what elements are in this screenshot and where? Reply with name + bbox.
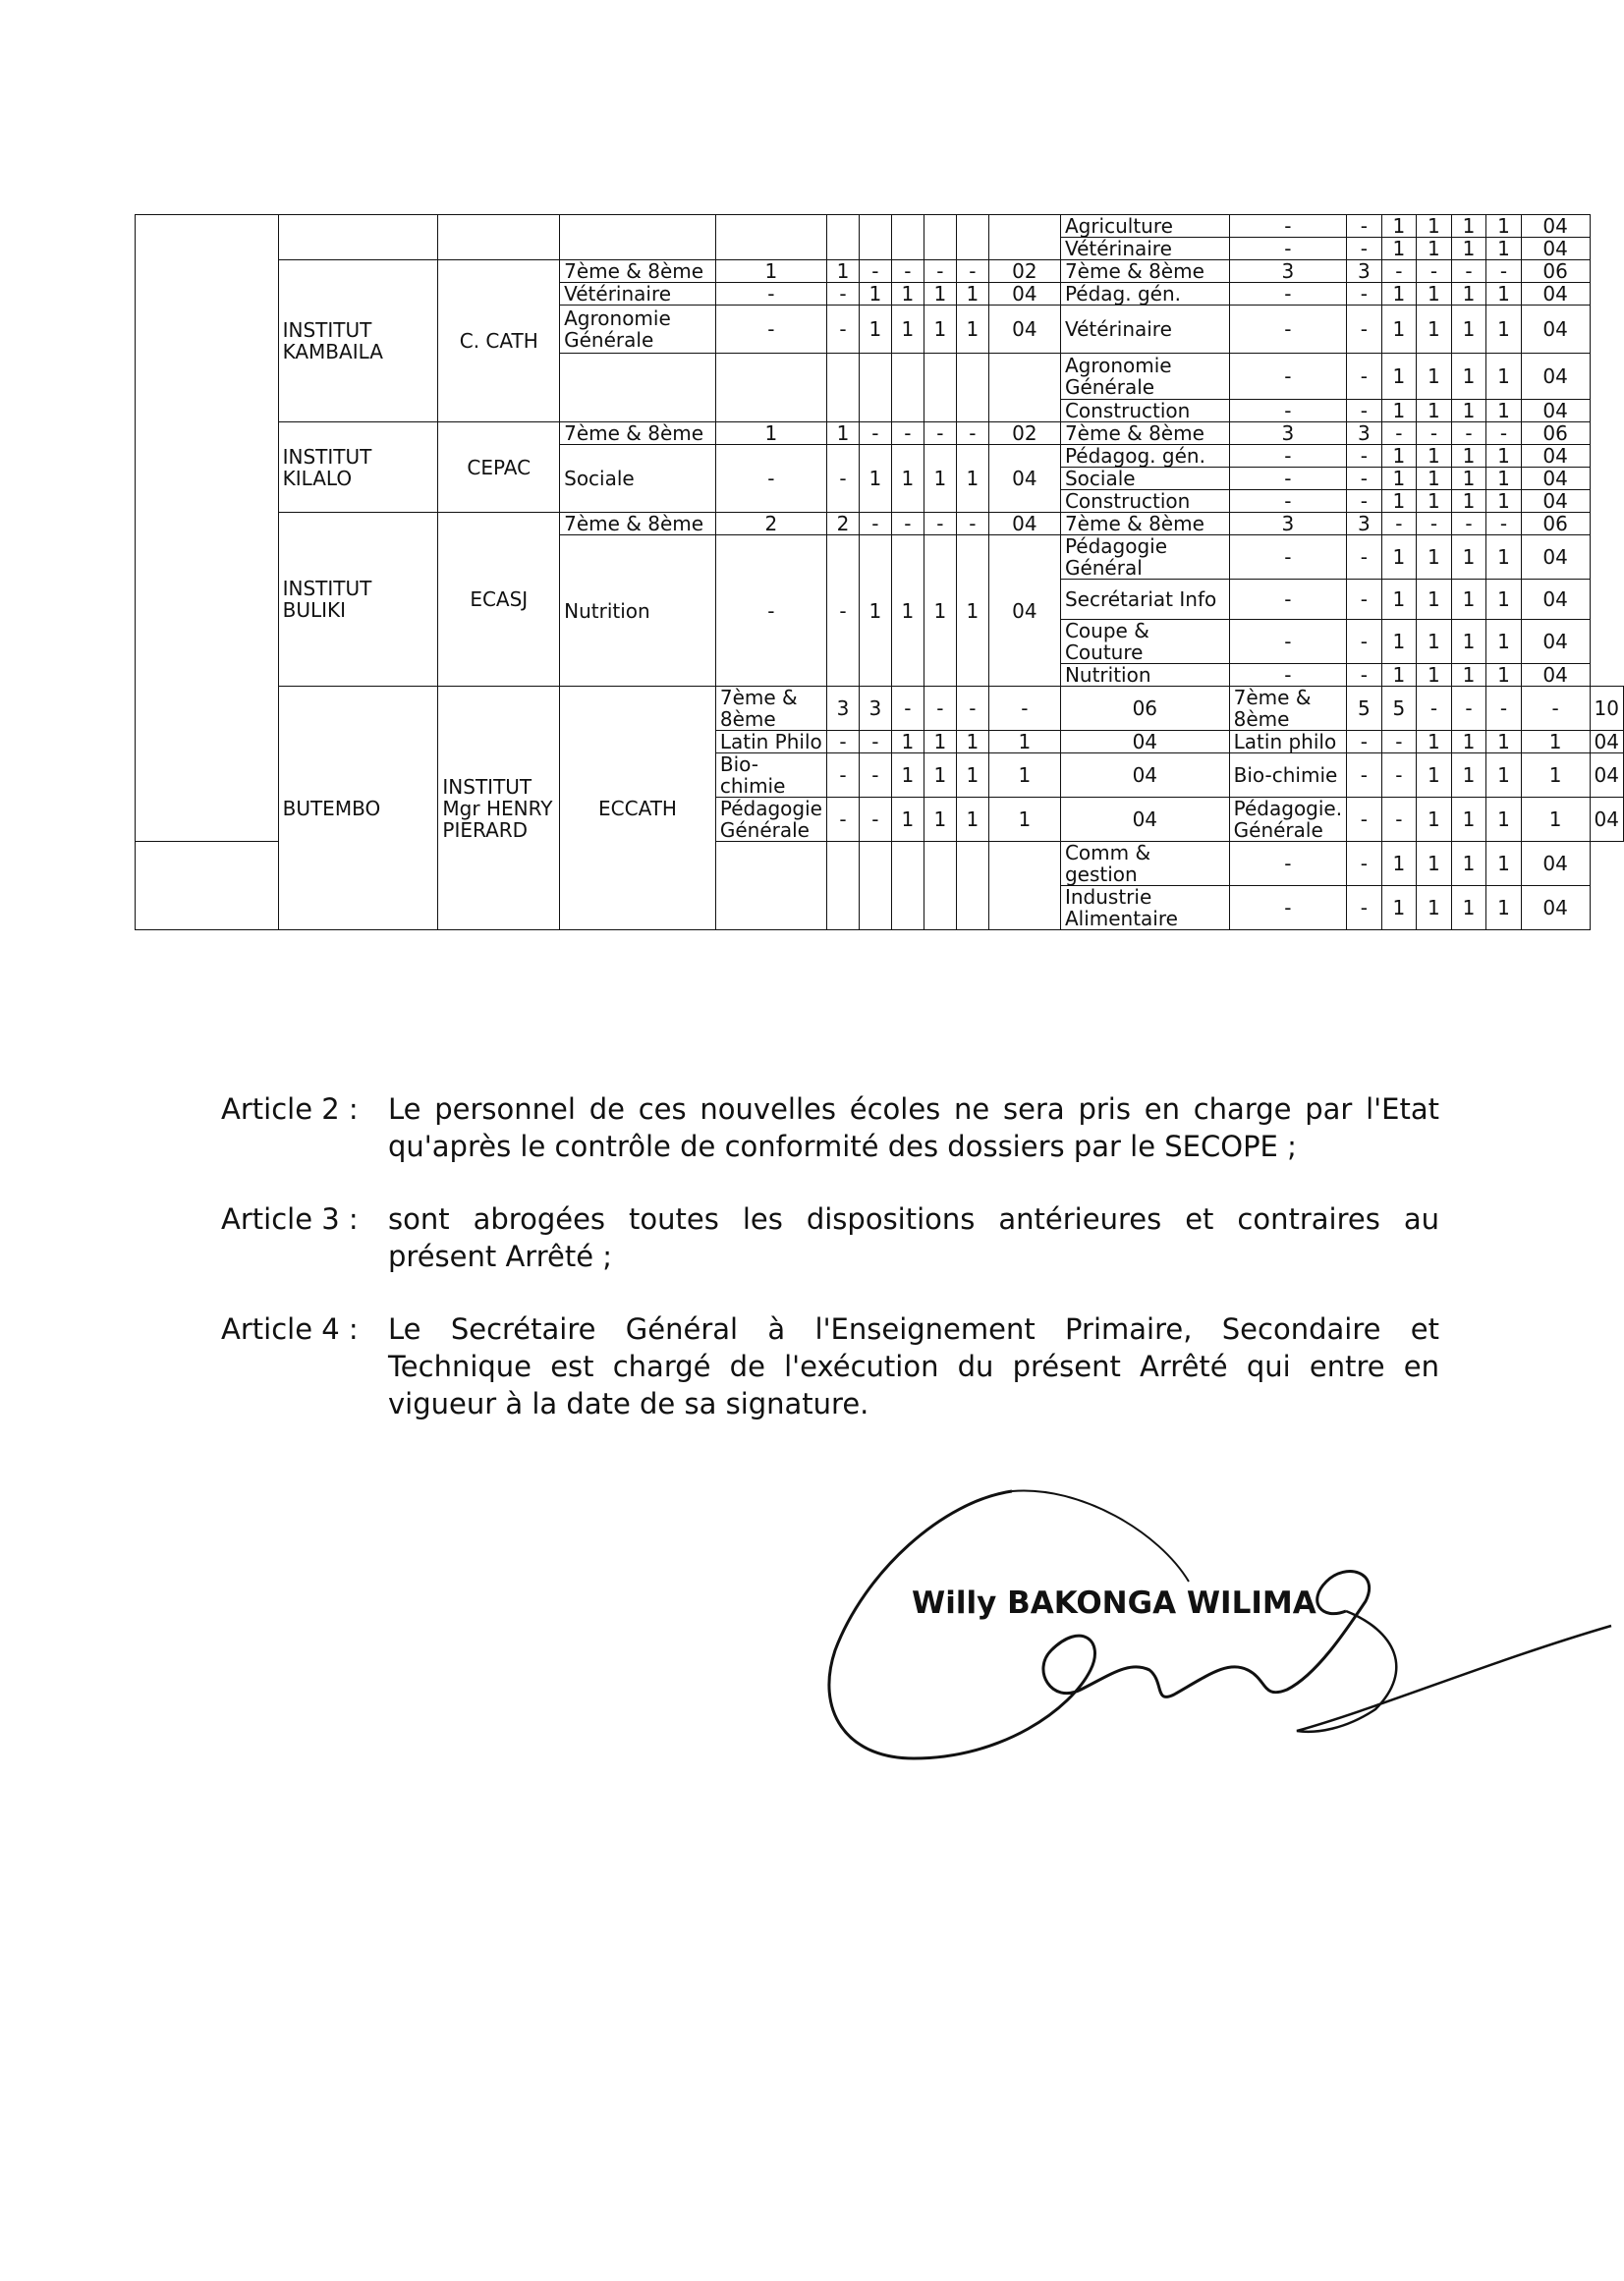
option-cell: Sociale bbox=[560, 445, 716, 513]
grade-count: 1 bbox=[1381, 306, 1417, 354]
grade-count: - bbox=[1347, 753, 1382, 798]
option-cell: Bio-chimie bbox=[715, 753, 826, 798]
total-cell: 06 bbox=[1060, 687, 1229, 731]
grade-count: 1 bbox=[1486, 354, 1522, 400]
grade-count: 1 bbox=[1417, 400, 1452, 422]
grade-count: - bbox=[1451, 687, 1486, 731]
grade-count: - bbox=[715, 283, 826, 306]
total-cell: 04 bbox=[1521, 238, 1590, 260]
grade-count: 1 bbox=[1417, 535, 1452, 580]
grade-count: - bbox=[1229, 238, 1346, 260]
grade-count: - bbox=[826, 753, 859, 798]
grade-count: - bbox=[1486, 422, 1522, 445]
grade-count: - bbox=[1229, 842, 1346, 886]
grade-count: - bbox=[1381, 753, 1417, 798]
option-cell: Construction bbox=[1060, 490, 1229, 513]
grade-count: - bbox=[1347, 306, 1382, 354]
grade-count: 1 bbox=[1381, 283, 1417, 306]
option-cell: Latin Philo bbox=[715, 731, 826, 753]
grade-count: - bbox=[1347, 842, 1382, 886]
option-cell: Pédagog. gén. bbox=[1060, 445, 1229, 468]
grade-count: 1 bbox=[1417, 238, 1452, 260]
grade-count: - bbox=[1229, 620, 1346, 664]
grade-count: - bbox=[826, 798, 859, 842]
grade-count: - bbox=[956, 513, 988, 535]
grade-count: 1 bbox=[1486, 886, 1522, 930]
grade-count: - bbox=[1486, 513, 1522, 535]
grade-count: - bbox=[859, 731, 891, 753]
option-cell: Nutrition bbox=[1060, 664, 1229, 687]
grade-count: - bbox=[826, 731, 859, 753]
grade-count: - bbox=[1347, 798, 1382, 842]
grade-count: - bbox=[1347, 620, 1382, 664]
grade-count: 1 bbox=[826, 260, 859, 283]
total-cell: 04 bbox=[1060, 798, 1229, 842]
grade-count: - bbox=[924, 260, 956, 283]
grade-count: - bbox=[859, 798, 891, 842]
grade-count: 1 bbox=[1381, 490, 1417, 513]
grade-count: - bbox=[1451, 422, 1486, 445]
grade-count: - bbox=[1347, 664, 1382, 687]
grade-count: 1 bbox=[924, 445, 956, 513]
grade-count: - bbox=[1381, 513, 1417, 535]
grade-count: - bbox=[891, 687, 924, 731]
grade-count: 1 bbox=[1451, 535, 1486, 580]
grade-count: 1 bbox=[1451, 445, 1486, 468]
total-cell: 04 bbox=[1521, 842, 1590, 886]
grade-count: - bbox=[859, 513, 891, 535]
grade-count: 1 bbox=[988, 731, 1060, 753]
total-cell: 04 bbox=[988, 445, 1060, 513]
option-cell: Latin philo bbox=[1229, 731, 1346, 753]
grade-count: 1 bbox=[1381, 580, 1417, 620]
option-cell: 7ème & 8ème bbox=[1060, 513, 1229, 535]
grade-count: - bbox=[1521, 687, 1590, 731]
grade-count: 1 bbox=[891, 535, 924, 687]
grade-count: - bbox=[956, 422, 988, 445]
network-name: CEPAC bbox=[438, 422, 560, 513]
grade-count: - bbox=[1347, 886, 1382, 930]
grade-count: - bbox=[924, 513, 956, 535]
grade-count: 1 bbox=[1381, 400, 1417, 422]
total-cell: 02 bbox=[988, 422, 1060, 445]
grade-count: 1 bbox=[1451, 580, 1486, 620]
option-cell: Agronomie Générale bbox=[1060, 354, 1229, 400]
grade-count: - bbox=[1229, 468, 1346, 490]
total-cell: 04 bbox=[1060, 731, 1229, 753]
grade-count: 1 bbox=[1451, 400, 1486, 422]
grade-count: - bbox=[1417, 513, 1452, 535]
city-name: BUTEMBO bbox=[278, 687, 438, 930]
grade-count: 1 bbox=[924, 283, 956, 306]
grade-count: 1 bbox=[1451, 620, 1486, 664]
grade-count: 1 bbox=[1417, 215, 1452, 238]
grade-count: 1 bbox=[891, 283, 924, 306]
grade-count: 1 bbox=[1451, 731, 1486, 753]
school-name: INSTITUT Mgr HENRY PIERARD bbox=[438, 687, 560, 930]
grade-count: 1 bbox=[1451, 306, 1486, 354]
grade-count: - bbox=[1417, 422, 1452, 445]
grade-count: - bbox=[1229, 580, 1346, 620]
grade-count: 1 bbox=[715, 260, 826, 283]
grade-count: 1 bbox=[924, 306, 956, 354]
grade-count: - bbox=[1229, 400, 1346, 422]
total-cell: 04 bbox=[1521, 490, 1590, 513]
option-cell: Pédag. gén. bbox=[1060, 283, 1229, 306]
grade-count: - bbox=[1347, 445, 1382, 468]
grade-count: - bbox=[859, 260, 891, 283]
grade-count: - bbox=[826, 283, 859, 306]
grade-count: 1 bbox=[1486, 664, 1522, 687]
grade-count: 3 bbox=[1347, 422, 1382, 445]
grade-count: 1 bbox=[826, 422, 859, 445]
total-cell: 10 bbox=[1590, 687, 1623, 731]
grade-count: 1 bbox=[891, 306, 924, 354]
grade-count: 5 bbox=[1381, 687, 1417, 731]
total-cell: 04 bbox=[1590, 753, 1623, 798]
signatory-name: Willy BAKONGA WILIMA bbox=[912, 1586, 1316, 1621]
grade-count: 1 bbox=[859, 306, 891, 354]
option-cell: 7ème & 8ème bbox=[1060, 260, 1229, 283]
grade-count: 1 bbox=[1521, 798, 1590, 842]
school-name: INSTITUT KAMBAILA bbox=[278, 260, 438, 422]
total-cell: 04 bbox=[1521, 215, 1590, 238]
grade-count: - bbox=[924, 687, 956, 731]
grade-count: - bbox=[1347, 215, 1382, 238]
grade-count: 1 bbox=[1417, 886, 1452, 930]
grade-count: 1 bbox=[956, 445, 988, 513]
grade-count: 1 bbox=[1417, 445, 1452, 468]
grade-count: 1 bbox=[1417, 620, 1452, 664]
grade-count: - bbox=[1229, 445, 1346, 468]
grade-count: 1 bbox=[1417, 354, 1452, 400]
total-cell: 06 bbox=[1521, 260, 1590, 283]
grade-count: 1 bbox=[1417, 283, 1452, 306]
grade-count: - bbox=[1347, 400, 1382, 422]
total-cell: 04 bbox=[1521, 580, 1590, 620]
total-cell: 02 bbox=[988, 260, 1060, 283]
grade-count: 1 bbox=[1381, 215, 1417, 238]
grade-count: 1 bbox=[956, 798, 988, 842]
option-cell: Agriculture bbox=[1060, 215, 1229, 238]
grade-count: 1 bbox=[1521, 731, 1590, 753]
grade-count: 1 bbox=[1451, 753, 1486, 798]
grade-count: 1 bbox=[1486, 306, 1522, 354]
grade-count: - bbox=[891, 422, 924, 445]
total-cell: 06 bbox=[1521, 513, 1590, 535]
grade-count: 1 bbox=[924, 798, 956, 842]
grade-count: - bbox=[1229, 664, 1346, 687]
grade-count: 1 bbox=[1381, 445, 1417, 468]
article-text: Le Secrétaire Général à l'Enseignement Primaire, Secondaire et Technique est chargé de l'exécution du présent Arrêté qui entre en vigueur à la date de sa signature. bbox=[388, 1312, 1439, 1420]
grade-count: 1 bbox=[1486, 580, 1522, 620]
grade-count: 1 bbox=[1451, 468, 1486, 490]
total-cell: 04 bbox=[988, 306, 1060, 354]
option-cell: Construction bbox=[1060, 400, 1229, 422]
grade-count: 1 bbox=[1451, 354, 1486, 400]
total-cell: 04 bbox=[1590, 731, 1623, 753]
option-cell: Pédagogie Général bbox=[1060, 535, 1229, 580]
grade-count: 1 bbox=[1486, 445, 1522, 468]
option-cell: 7ème & 8ème bbox=[560, 260, 716, 283]
total-cell: 04 bbox=[1521, 535, 1590, 580]
grade-count: 1 bbox=[1417, 306, 1452, 354]
option-cell: Pédagogie. Générale bbox=[1229, 798, 1346, 842]
total-cell: 04 bbox=[1521, 306, 1590, 354]
grade-count: 1 bbox=[924, 535, 956, 687]
grade-count: 1 bbox=[715, 422, 826, 445]
grade-count: - bbox=[1229, 306, 1346, 354]
grade-count: 1 bbox=[891, 731, 924, 753]
grade-count: 1 bbox=[1486, 238, 1522, 260]
total-cell: 04 bbox=[1521, 886, 1590, 930]
option-cell: Nutrition bbox=[560, 535, 716, 687]
grade-count: 1 bbox=[1451, 886, 1486, 930]
grade-count: 1 bbox=[956, 283, 988, 306]
grade-count: - bbox=[715, 445, 826, 513]
grade-count: 1 bbox=[1486, 468, 1522, 490]
option-cell: Industrie Alimentaire bbox=[1060, 886, 1229, 930]
grade-count: 1 bbox=[1381, 468, 1417, 490]
option-cell: Pédagogie Générale bbox=[715, 798, 826, 842]
grade-count: - bbox=[1347, 468, 1382, 490]
total-cell: 04 bbox=[1521, 354, 1590, 400]
total-cell: 04 bbox=[988, 283, 1060, 306]
grade-count: - bbox=[1417, 260, 1452, 283]
grade-count: 1 bbox=[988, 798, 1060, 842]
grade-count: - bbox=[1347, 580, 1382, 620]
grade-count: 3 bbox=[1229, 422, 1346, 445]
option-cell: Vétérinaire bbox=[1060, 306, 1229, 354]
option-cell: 7ème & 8ème bbox=[715, 687, 826, 731]
grade-count: - bbox=[924, 422, 956, 445]
total-cell: 04 bbox=[988, 535, 1060, 687]
grade-count: - bbox=[1347, 354, 1382, 400]
grade-count: 1 bbox=[891, 445, 924, 513]
grade-count: - bbox=[1381, 798, 1417, 842]
option-cell: Vétérinaire bbox=[1060, 238, 1229, 260]
grade-count: 1 bbox=[1417, 731, 1452, 753]
grade-count: 1 bbox=[956, 535, 988, 687]
option-cell: Coupe & Couture bbox=[1060, 620, 1229, 664]
grade-count: 1 bbox=[1381, 535, 1417, 580]
total-cell: 04 bbox=[1521, 400, 1590, 422]
grade-count: 1 bbox=[924, 753, 956, 798]
grade-count: 1 bbox=[1486, 842, 1522, 886]
grade-count: 3 bbox=[1229, 260, 1346, 283]
grade-count: 1 bbox=[1417, 580, 1452, 620]
grade-count: 1 bbox=[1381, 664, 1417, 687]
grade-count: 3 bbox=[859, 687, 891, 731]
network-name: ECCATH bbox=[560, 687, 716, 930]
option-cell: Comm & gestion bbox=[1060, 842, 1229, 886]
grade-count: - bbox=[1347, 283, 1382, 306]
grade-count: - bbox=[956, 687, 988, 731]
grade-count: 1 bbox=[1486, 215, 1522, 238]
school-name: INSTITUT BULIKI bbox=[278, 513, 438, 687]
grade-count: - bbox=[1229, 490, 1346, 513]
grade-count: 1 bbox=[1417, 798, 1452, 842]
grade-count: 1 bbox=[988, 753, 1060, 798]
grade-count: 1 bbox=[891, 753, 924, 798]
grade-count: - bbox=[715, 306, 826, 354]
total-cell: 04 bbox=[988, 513, 1060, 535]
article-label: Article 2 : bbox=[221, 1092, 359, 1126]
network-name: ECASJ bbox=[438, 513, 560, 687]
grade-count: - bbox=[859, 422, 891, 445]
article-text: Le personnel de ces nouvelles écoles ne sera pris en charge par l'Etat qu'après le contrôle de conformité des dossiers par le SECOPE ; bbox=[388, 1092, 1439, 1163]
grade-count: 1 bbox=[956, 753, 988, 798]
grade-count: - bbox=[1229, 215, 1346, 238]
grade-count: 1 bbox=[1486, 753, 1522, 798]
grade-count: 1 bbox=[1486, 400, 1522, 422]
grade-count: 1 bbox=[1451, 215, 1486, 238]
grade-count: 5 bbox=[1347, 687, 1382, 731]
grade-count: 1 bbox=[859, 445, 891, 513]
grade-count: 3 bbox=[1347, 513, 1382, 535]
option-cell: Bio-chimie bbox=[1229, 753, 1346, 798]
grade-count: - bbox=[1229, 886, 1346, 930]
grade-count: - bbox=[1229, 354, 1346, 400]
grade-count: 1 bbox=[1417, 468, 1452, 490]
total-cell: 04 bbox=[1521, 664, 1590, 687]
grade-count: 1 bbox=[859, 283, 891, 306]
grade-count: 1 bbox=[1381, 620, 1417, 664]
option-cell: Sociale bbox=[1060, 468, 1229, 490]
grade-count: 1 bbox=[1486, 283, 1522, 306]
grade-count: 1 bbox=[1451, 490, 1486, 513]
grade-count: 1 bbox=[1486, 798, 1522, 842]
grade-count: 1 bbox=[1381, 238, 1417, 260]
option-cell: Agronomie Générale bbox=[560, 306, 716, 354]
grade-count: - bbox=[1486, 687, 1522, 731]
grade-count: - bbox=[1229, 283, 1346, 306]
option-cell: 7ème & 8ème bbox=[560, 513, 716, 535]
grade-count: 1 bbox=[1417, 842, 1452, 886]
grade-count: 2 bbox=[715, 513, 826, 535]
grade-count: 1 bbox=[1451, 842, 1486, 886]
grade-count: 1 bbox=[891, 798, 924, 842]
total-cell: 04 bbox=[1060, 753, 1229, 798]
grade-count: 1 bbox=[1486, 620, 1522, 664]
grade-count: 1 bbox=[1486, 490, 1522, 513]
grade-count: 1 bbox=[1451, 664, 1486, 687]
grade-count: - bbox=[1486, 260, 1522, 283]
grade-count: - bbox=[715, 535, 826, 687]
grade-count: - bbox=[1229, 535, 1346, 580]
grade-count: 1 bbox=[1381, 842, 1417, 886]
grade-count: - bbox=[891, 513, 924, 535]
grade-count: 1 bbox=[956, 731, 988, 753]
grade-count: 3 bbox=[826, 687, 859, 731]
total-cell: 04 bbox=[1521, 468, 1590, 490]
grade-count: - bbox=[1417, 687, 1452, 731]
grade-count: - bbox=[1347, 731, 1382, 753]
grade-count: - bbox=[859, 753, 891, 798]
school-name: INSTITUT KILALO bbox=[278, 422, 438, 513]
grade-count: 1 bbox=[1451, 283, 1486, 306]
option-cell: Secrétariat Info bbox=[1060, 580, 1229, 620]
grade-count: 1 bbox=[1451, 238, 1486, 260]
grade-count: 2 bbox=[826, 513, 859, 535]
grade-count: - bbox=[1381, 260, 1417, 283]
grade-count: - bbox=[826, 445, 859, 513]
total-cell: 06 bbox=[1521, 422, 1590, 445]
option-cell: Vétérinaire bbox=[560, 283, 716, 306]
grade-count: - bbox=[988, 687, 1060, 731]
grade-count: - bbox=[826, 535, 859, 687]
grade-count: 1 bbox=[924, 731, 956, 753]
option-cell: 7ème & 8ème bbox=[1229, 687, 1346, 731]
grade-count: 1 bbox=[956, 306, 988, 354]
grade-count: 1 bbox=[1417, 490, 1452, 513]
grade-count: 1 bbox=[1451, 798, 1486, 842]
grade-count: - bbox=[956, 260, 988, 283]
total-cell: 04 bbox=[1521, 620, 1590, 664]
grade-count: - bbox=[1347, 535, 1382, 580]
grade-count: 3 bbox=[1347, 260, 1382, 283]
option-cell: 7ème & 8ème bbox=[1060, 422, 1229, 445]
grade-count: - bbox=[891, 260, 924, 283]
option-cell: 7ème & 8ème bbox=[560, 422, 716, 445]
total-cell: 04 bbox=[1521, 445, 1590, 468]
grade-count: 1 bbox=[1381, 886, 1417, 930]
article-text: sont abrogées toutes les dispositions antérieures et contraires au présent Arrêté ; bbox=[388, 1202, 1439, 1273]
grade-count: 1 bbox=[1417, 664, 1452, 687]
network-name: C. CATH bbox=[438, 260, 560, 422]
grade-count: - bbox=[1451, 260, 1486, 283]
grade-count: 1 bbox=[1486, 535, 1522, 580]
total-cell: 04 bbox=[1521, 283, 1590, 306]
grade-count: - bbox=[1347, 238, 1382, 260]
grade-count: 1 bbox=[1486, 731, 1522, 753]
grade-count: - bbox=[1381, 422, 1417, 445]
grade-count: 1 bbox=[1381, 354, 1417, 400]
grade-count: 3 bbox=[1229, 513, 1346, 535]
grade-count: - bbox=[1451, 513, 1486, 535]
grade-count: 1 bbox=[1521, 753, 1590, 798]
article-label: Article 3 : bbox=[221, 1202, 359, 1236]
grade-count: 1 bbox=[859, 535, 891, 687]
grade-count: - bbox=[826, 306, 859, 354]
grade-count: 1 bbox=[1417, 753, 1452, 798]
article-label: Article 4 : bbox=[221, 1312, 359, 1346]
total-cell: 04 bbox=[1590, 798, 1623, 842]
grade-count: - bbox=[1347, 490, 1382, 513]
grade-count: - bbox=[1381, 731, 1417, 753]
